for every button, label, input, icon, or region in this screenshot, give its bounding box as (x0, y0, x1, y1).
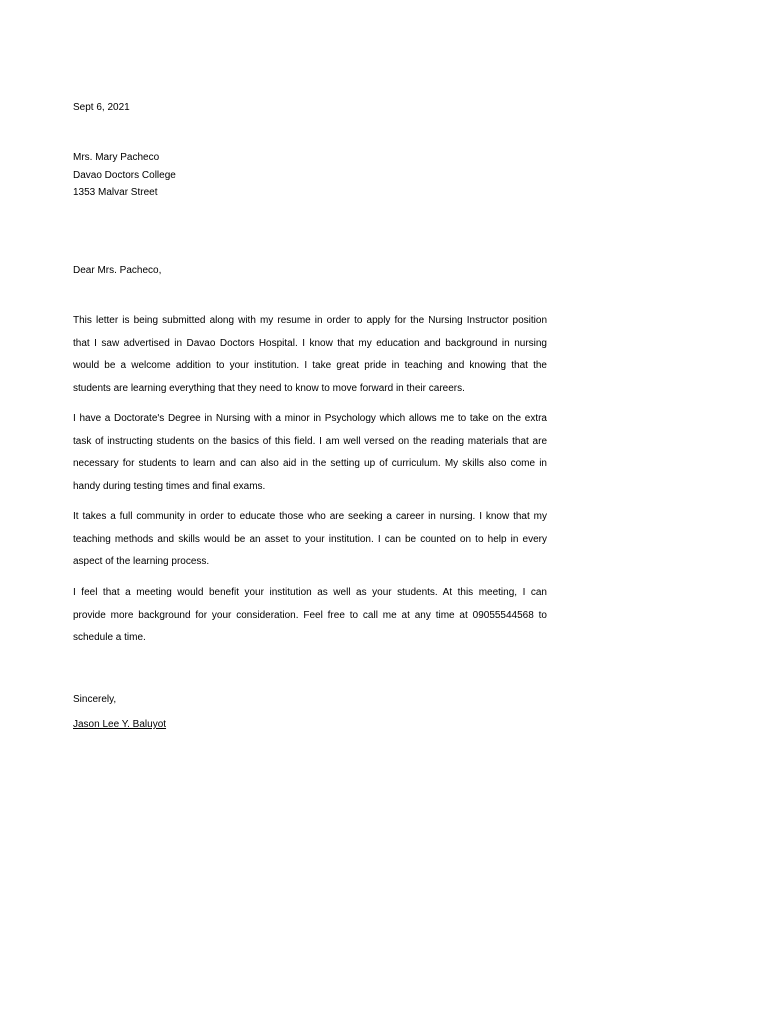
signature-name: Jason Lee Y. Baluyot (73, 719, 167, 730)
paragraph-line: provide more background for your consideration. Feel free to call me at any time at 09055544568 to (73, 609, 547, 621)
recipient-address: 1353 Malvar Street (73, 187, 158, 198)
paragraph-line: schedule a time. (73, 632, 146, 643)
body-paragraph-2 (73, 413, 547, 503)
letter-date: Sept 6, 2021 (73, 102, 130, 113)
body-paragraph-4 (73, 587, 547, 655)
paragraph-line: It takes a full community in order to educate those who are seeking a career in nursing. I know that my (73, 511, 547, 522)
paragraph-line: This letter is being submitted along with my resume in order to apply for the Nursing Instructor position (73, 315, 547, 326)
body-paragraph-3 (73, 511, 547, 579)
recipient-block (73, 152, 176, 205)
paragraph-line: task of instructing students on the basics of this field. I am well versed on the reading materials that are (73, 435, 547, 447)
recipient-organization: Davao Doctors College (73, 169, 176, 181)
paragraph-line: I feel that a meeting would benefit your institution as well as your students. At this meeting, I can (73, 587, 547, 598)
paragraph-line: aspect of the learning process. (73, 556, 210, 567)
closing: Sincerely, (73, 694, 117, 705)
paragraph-line: necessary for students to learn and can also aid in the setting up of curriculum. My skills also come in (73, 458, 547, 469)
paragraph-line: I have a Doctorate's Degree in Nursing with a minor in Psychology which allows me to take on the extra (73, 413, 547, 424)
paragraph-line: that I saw advertised in Davao Doctors Hospital. I know that my education and background in nursing (73, 337, 547, 349)
recipient-name: Mrs. Mary Pacheco (73, 152, 160, 163)
paragraph-line: teaching methods and skills would be an asset to your institution. I can be counted on to help in every (73, 533, 547, 545)
salutation: Dear Mrs. Pacheco, (73, 265, 162, 276)
paragraph-line: handy during testing times and final exams. (73, 480, 266, 492)
paragraph-line: students are learning everything that they need to know to move forward in their careers. (73, 382, 465, 394)
paragraph-line: would be a welcome addition to your institution. I take great pride in teaching and knowing that the (73, 360, 547, 371)
body-paragraph-1 (73, 315, 547, 405)
